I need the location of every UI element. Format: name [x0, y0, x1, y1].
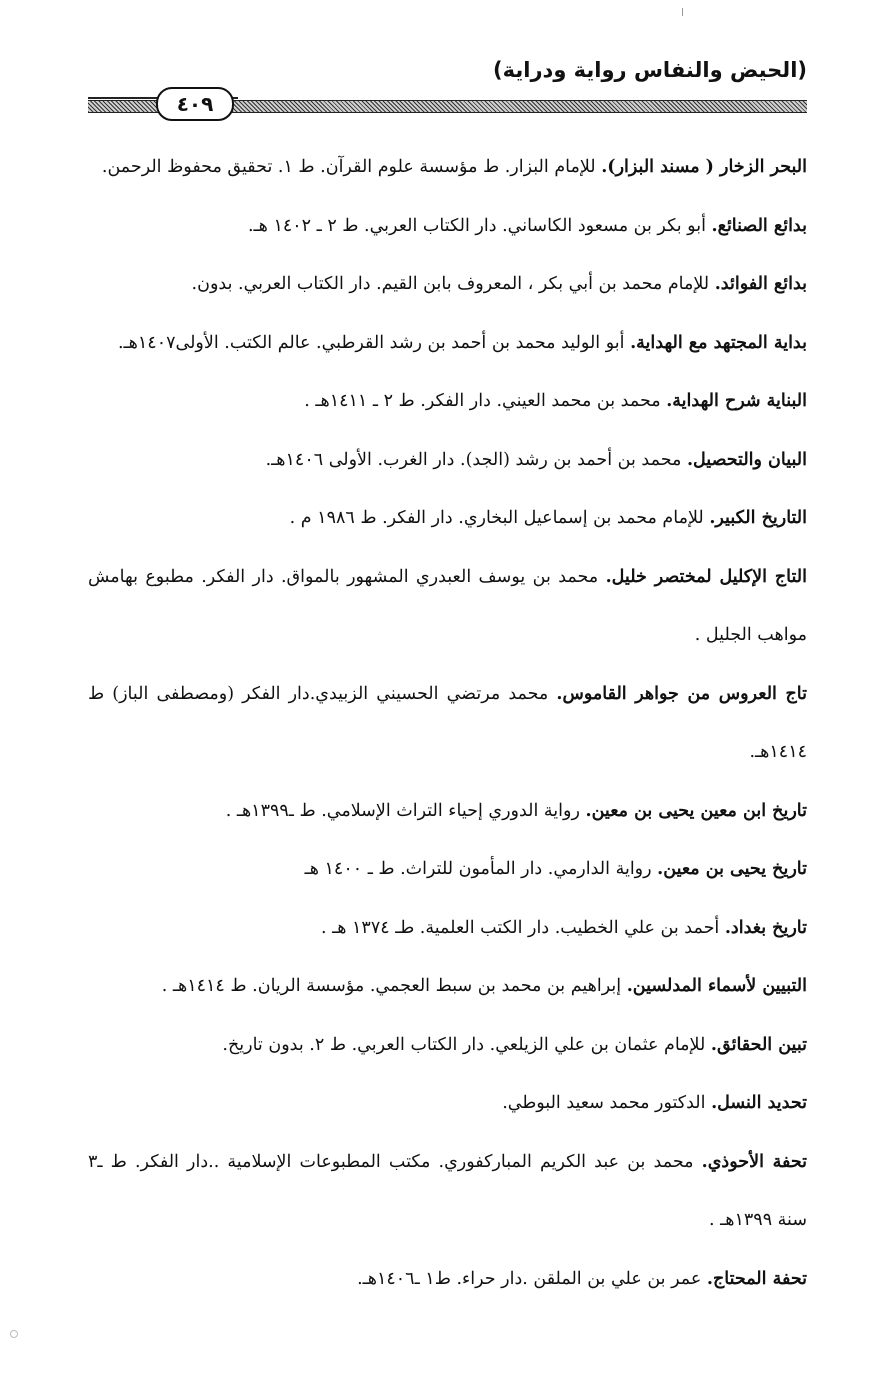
entry-title: التبيين لأسماء المدلسين. — [626, 976, 807, 996]
scan-mark — [682, 8, 683, 16]
entry-title: البيان والتحصيل. — [686, 449, 807, 470]
page-number: ٤٠٩ — [156, 87, 234, 121]
entry-details: للإمام محمد بن إسماعيل البخاري. دار الفكر. ط ١٩٨٦ م . — [289, 508, 710, 528]
bibliography-entry — [88, 431, 807, 490]
entry-title: التاج الإكليل لمختصر خليل. — [605, 566, 807, 587]
entry-details: محمد بن أحمد بن رشد (الجد). دار الغرب. الأولى ١٤٠٦هـ. — [265, 449, 687, 470]
entry-title: البحر الزخار ( مسند البزار). — [601, 157, 807, 177]
entry-title: تاريخ ابن معين يحيى بن معين. — [585, 800, 807, 821]
bibliography-entry — [88, 138, 807, 197]
entry-details: إبراهيم بن محمد بن سبط العجمي. مؤسسة الريان. ط ١٤١٤هـ . — [161, 976, 627, 996]
bibliography-entry — [88, 1016, 807, 1075]
bibliography-entry — [88, 782, 807, 841]
entry-details: أبو الوليد محمد بن أحمد بن رشد القرطبي. عالم الكتب. الأولى١٤٠٧هـ. — [117, 332, 631, 353]
bibliography-entry — [88, 899, 807, 958]
entry-details: محمد بن محمد العيني. دار الفكر. ط ٢ ـ ١٤١١هـ . — [304, 391, 667, 411]
bibliography-entry — [88, 840, 807, 899]
entry-details: الدكتور محمد سعيد البوطي. — [502, 1093, 712, 1113]
running-title: (الحيض والنفاس رواية ودراية) — [493, 58, 807, 82]
entry-title: تاريخ بغداد. — [724, 917, 807, 938]
entry-title: بدائع الصنائع. — [711, 215, 807, 236]
entry-title: تحفة المحتاج. — [706, 1268, 807, 1289]
entry-title: تحفة الأحوذي. — [701, 1151, 807, 1172]
entry-title: التاريخ الكبير. — [709, 508, 807, 528]
bibliography-list — [88, 138, 807, 1308]
bibliography-entry — [88, 1250, 807, 1309]
bibliography-entry — [88, 489, 807, 548]
entry-title: تاريخ يحيى بن معين. — [657, 859, 807, 879]
entry-details: للإمام البزار. ط مؤسسة علوم القرآن. ط ١. تحقيق محفوظ الرحمن. — [101, 157, 602, 177]
bibliography-entry — [88, 548, 807, 665]
bibliography-entry — [88, 314, 807, 373]
entry-title: تاج العروس من جواهر القاموس. — [556, 683, 808, 704]
entry-title: بداية المجتهد مع الهداية. — [630, 332, 807, 353]
entry-details: رواية الدوري إحياء التراث الإسلامي. ط ـ١٣٩٩هـ . — [225, 800, 586, 821]
entry-details: أبو بكر بن مسعود الكاساني. دار الكتاب العربي. ط ٢ ـ ١٤٠٢ هـ. — [247, 215, 712, 236]
entry-details: للإمام محمد بن أبي بكر ، المعروف بابن القيم. دار الكتاب العربي. بدون. — [191, 274, 715, 294]
entry-details: محمد بن يوسف العبدري المشهور بالمواق. دار الفكر. مطبوع بهامش مواهب الجليل . — [88, 566, 807, 645]
entry-details: محمد بن عبد الكريم المباركفوري. مكتب المطبوعات الإسلامية ..دار الفكر. ط ـ٣ سنة ١٣٩٩هـ . — [88, 1151, 807, 1230]
entry-title: تبين الحقائق. — [710, 1034, 807, 1055]
entry-title: بدائع الفوائد. — [714, 274, 807, 294]
entry-details: أحمد بن علي الخطيب. دار الكتب العلمية. طـ ١٣٧٤ هـ . — [320, 917, 725, 938]
bibliography-entry — [88, 372, 807, 431]
bibliography-entry — [88, 957, 807, 1016]
bibliography-entry — [88, 1133, 807, 1250]
bibliography-entry — [88, 665, 807, 782]
bibliography-entry — [88, 197, 807, 256]
entry-details: عمر بن علي بن الملقن .دار حراء. ط١ ـ١٤٠٦هـ. — [357, 1268, 707, 1289]
entry-details: رواية الدارمي. دار المأمون للتراث. ط ـ ١٤٠٠ هـ — [304, 859, 658, 879]
entry-details: محمد مرتضي الحسيني الزبيدي.دار الفكر (ومصطفى الباز) ط ١٤١٤هـ. — [88, 683, 807, 762]
entry-title: تحديد النسل. — [711, 1093, 807, 1113]
entry-details: للإمام عثمان بن علي الزيلعي. دار الكتاب العربي. ط ٢. بدون تاريخ. — [222, 1034, 711, 1055]
scan-mark — [10, 1330, 18, 1338]
entry-title: البناية شرح الهداية. — [666, 391, 807, 411]
bibliography-entry — [88, 1074, 807, 1133]
bibliography-entry — [88, 255, 807, 314]
